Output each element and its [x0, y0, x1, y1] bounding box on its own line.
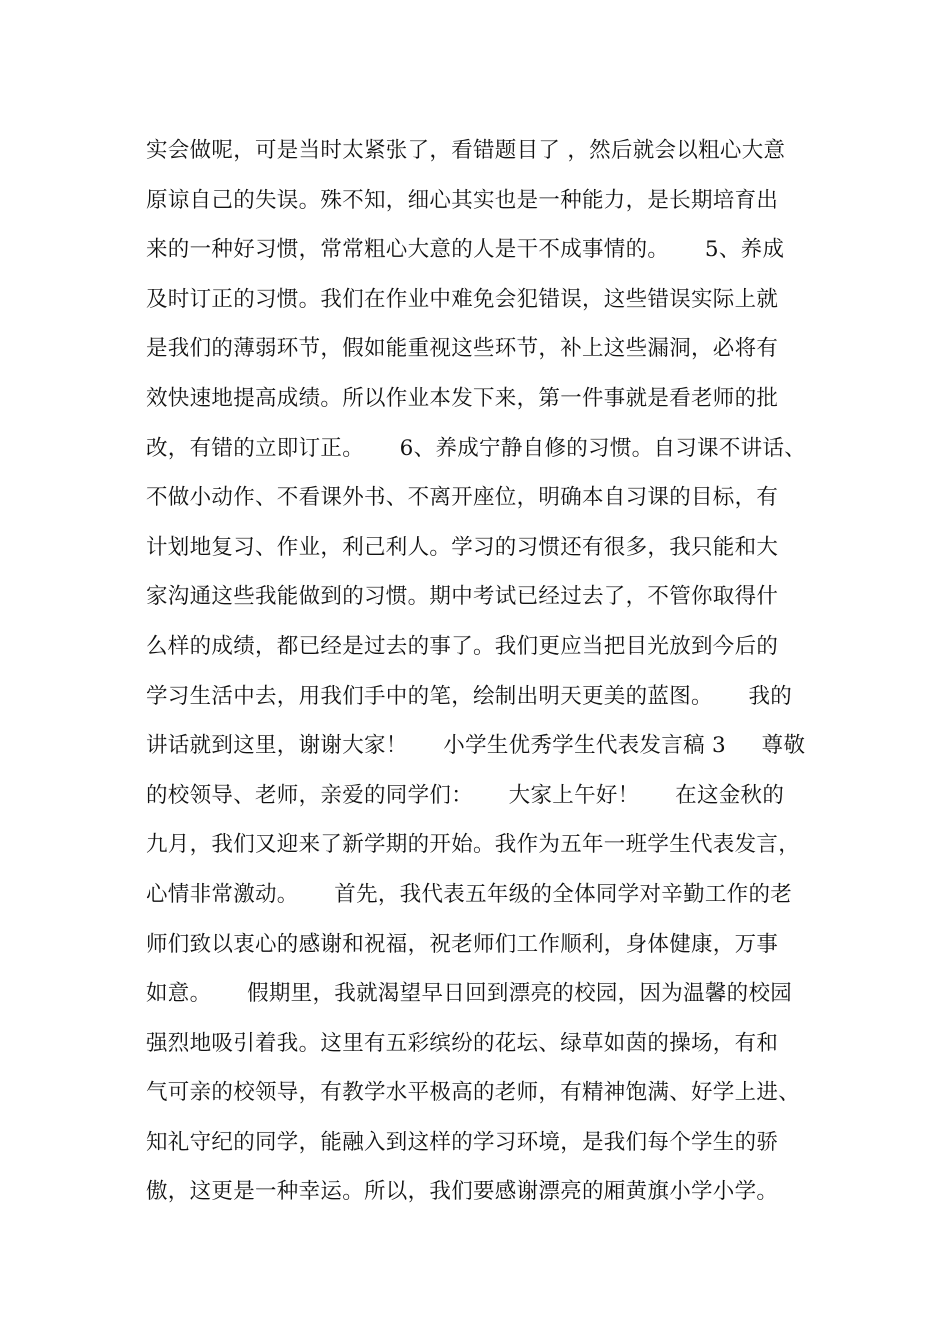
text-line-9: 计划地复习、作业，利己利人。学习的习惯还有很多，我只能和大	[146, 534, 779, 560]
text-line-10: 家沟通这些我能做到的习惯。期中考试已经过去了，不管你取得什	[146, 584, 779, 610]
text-line-7: 改，有错的立即订正。 6、养成宁静自修的习惯。自习课不讲话、	[146, 435, 807, 461]
text-line-17: 师们致以衷心的感谢和祝福，祝老师们工作顺利，身体健康，万事	[146, 931, 779, 957]
text-line-20: 气可亲的校领导，有教学水平极高的老师，有精神饱满、好学上进、	[146, 1080, 801, 1106]
text-line-18: 如意。 假期里，我就渴望早日回到漂亮的校园，因为温馨的校园	[146, 981, 793, 1007]
text-line-2: 原谅自己的失误。殊不知，细心其实也是一种能力，是长期培育出	[146, 187, 779, 213]
text-line-1: 实会做呢，可是当时太紧张了，看错题目了 ，然后就会以粗心大意	[146, 138, 786, 163]
text-line-19: 强烈地吸引着我。这里有五彩缤纷的花坛、绿草如茵的操场，有和	[146, 1030, 779, 1056]
text-line-21: 知礼守纪的同学，能融入到这样的学习环境，是我们每个学生的骄	[146, 1129, 779, 1155]
text-line-22: 傲，这更是一种幸运。所以，我们要感谢漂亮的厢黄旗小学小学。	[146, 1179, 779, 1205]
text-line-11: 么样的成绩，都已经是过去的事了。我们更应当把目光放到今后的	[146, 633, 779, 659]
text-line-14: 的校领导、老师，亲爱的同学们： 大家上午好！ 在这金秋的	[146, 782, 785, 808]
text-line-4: 及时订正的习惯。我们在作业中难免会犯错误，这些错误实际上就	[146, 286, 779, 312]
text-line-8: 不做小动作、不看课外书、不离开座位，明确本自习课的目标，有	[146, 485, 779, 511]
text-line-3: 来的一种好习惯，常常粗心大意的人是干不成事情的。 5、养成	[146, 237, 785, 263]
text-line-12: 学习生活中去，用我们手中的笔，绘制出明天更美的蓝图。 我的	[146, 683, 793, 709]
text-line-16: 心情非常激动。 首先，我代表五年级的全体同学对辛勤工作的老	[146, 881, 793, 907]
text-line-15: 九月，我们又迎来了新学期的开始。我作为五年一班学生代表发言，	[146, 832, 801, 858]
text-line-5: 是我们的薄弱环节，假如能重视这些环节，补上这些漏洞，必将有	[146, 336, 779, 362]
text-line-6: 效快速地提高成绩。所以作业本发下来，第一件事就是看老师的批	[146, 385, 779, 411]
body-text	[146, 126, 846, 1217]
text-line-13: 讲话就到这里，谢谢大家！ 小学生优秀学生代表发言稿 3 尊敬	[146, 733, 806, 759]
